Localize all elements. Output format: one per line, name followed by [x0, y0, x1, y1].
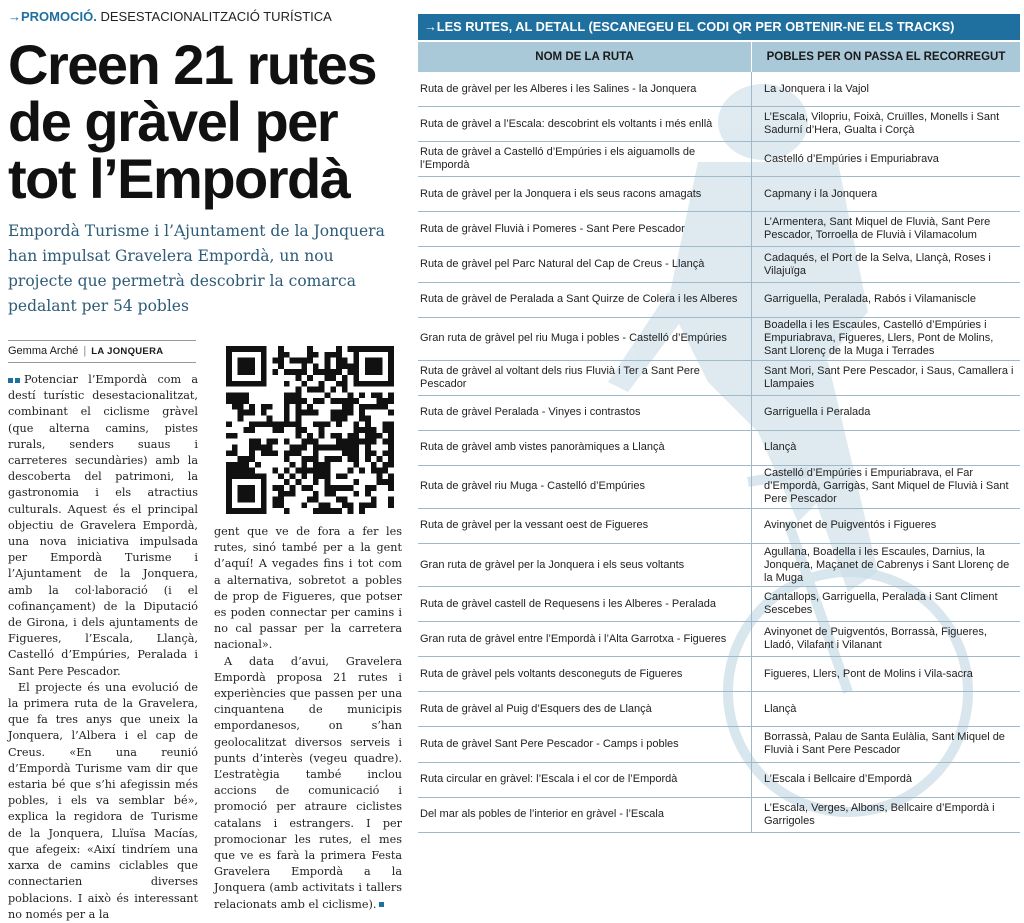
routes-table [418, 14, 1020, 856]
table-row [418, 361, 1020, 396]
route-name-cell: Gran ruta de gràvel pel riu Muga i pobles - Castelló d’Empúries [418, 318, 752, 360]
table-row [418, 431, 1020, 466]
towns-cell: Agullana, Boadella i les Escaules, Darnius, la Jonquera, Maçanet de Cabrenys i Sant Llorenç de la Muga [764, 545, 1010, 584]
route-name-cell: Ruta de gràvel a l’Escala: descobrint els voltants i més enllà [418, 107, 752, 141]
route-name-cell: Ruta de gràvel per la vessant oest de Figueres [418, 509, 752, 543]
table-row [418, 283, 1020, 318]
towns-cell: Llançà [764, 441, 797, 454]
article [8, 8, 402, 921]
table-row [418, 466, 1020, 509]
towns-cell: L’Escala i Bellcaire d’Empordà [764, 773, 912, 786]
table-row [418, 544, 1020, 587]
table-row [418, 657, 1020, 692]
route-name-cell: Ruta de gràvel amb vistes panoràmiques a Llançà [418, 431, 752, 465]
towns-cell: Sant Mori, Sant Pere Pescador, i Saus, Camallera i Llampaies [764, 364, 1014, 390]
body-paragraph-4-text: A data d’avui, Gravelera Empordà proposa 21 rutes i experiències que passen per una cinquantena de municipis empordanesos, on s’han geolocalitzat diversos serveis i punts d’interès (vegeu quadre). L’estratègia també inclou accions de comunicació i promoció per atraure ciclistes catalans i estrangers. I per promocionar les rutes, el mes que ve es farà la primera Festa Gravelera Empordà a la Jonquera (amb activitats i tallers relacionats amb el ciclisme). [214, 654, 402, 911]
body-column-1 [8, 372, 198, 923]
table-row [418, 142, 1020, 177]
byline [8, 340, 196, 363]
route-name-cell: Ruta de gràvel de Peralada a Sant Quirze de Colera i les Alberes [418, 283, 752, 317]
route-name-cell: Gran ruta de gràvel entre l’Empordà i l’Alta Garrotxa - Figueres [418, 622, 752, 656]
table-row [418, 727, 1020, 762]
route-name-cell: Ruta de gràvel Fluvià i Pomeres - Sant Pere Pescador [418, 212, 752, 246]
table-row [418, 396, 1020, 431]
headline [8, 33, 400, 210]
header-route-name: NOM DE LA RUTA [418, 42, 752, 72]
route-name-cell: Ruta de gràvel al Puig d’Esquers des de Llançà [418, 692, 752, 726]
towns-cell: Cantallops, Garriguella, Peralada i Sant Climent Sescebes [764, 591, 998, 617]
body-paragraph-2: El projecte és una evolució de la primera ruta de la Gravelera, que fa tres anys que uneix la Jonquera, l’Albera i el cap de Creus. «En una reunió d’Empordà Turisme vam dir que estaria bé que s’hi afegissin més pobles, i els va semblar bé», explica la regidora de Turisme de la Jonquera, Lluïsa Macías, que afegeix: «Així tindríem una xarxa de camins ciclables que connectarien diverses poblacions. I això és interessant no només per a la [8, 680, 198, 921]
table-row [418, 107, 1020, 142]
end-mark-icon [379, 902, 384, 907]
header-towns: POBLES PER ON PASSA EL RECORREGUT [766, 51, 1006, 63]
bullet-square-icon [8, 378, 13, 383]
towns-cell: Garriguella i Peralada [764, 406, 871, 419]
body-paragraph-1-text: Potenciar l’Empordà com a destí turístic desestacionalitzat, combinant el ciclisme gràvel (que alterna camins, pistes rurals, senders suaus i carreteres secundàries) amb la descoberta del patrimoni, la gastronomia i els atractius culturals. Aquest és el principal objectiu de Gravelera Empordà, una nova iniciativa impulsada per Empordà Turisme i l’Ajuntament de la Jonquera, amb la col·laboració (i el cofinançament) de la Diputació de Girona, i dels ajuntaments de Figueres, l’Escala, Llançà, Castelló d’Empúries, Peralada i Sant Pere Pescador. [8, 373, 198, 678]
route-name-cell: Ruta de gràvel pels voltants desconeguts de Figueres [418, 657, 752, 691]
table-row [418, 212, 1020, 247]
towns-cell: L’Escala, Verges, Albons, Bellcaire d’Empordà i Garrigoles [764, 801, 995, 827]
table-row [418, 622, 1020, 657]
headline-line-2: de gràvel per [8, 90, 338, 153]
towns-cell: Castelló d’Empúries i Empuriabrava, el Far d’Empordà, Garrigàs, Sant Miquel de Fluvià i Sant Pere Pescador [764, 467, 1009, 506]
route-name-cell: Ruta circular en gràvel: l’Escala i el cor de l’Empordà [418, 763, 752, 797]
body-paragraph-1 [8, 372, 198, 680]
table-row [418, 72, 1020, 107]
table-row [418, 247, 1020, 282]
arrow-icon: → [8, 9, 21, 24]
body-paragraph-4 [214, 654, 402, 913]
table-row [418, 587, 1020, 622]
table-row [418, 509, 1020, 544]
towns-cell: Boadella i les Escaules, Castelló d’Empúries i Empuriabrava, Figueres, Llers, Pont de Molins, Sant Llorenç de la Muga i Terrades [764, 319, 994, 358]
route-name-cell: Ruta de gràvel pel Parc Natural del Cap de Creus - Llançà [418, 247, 752, 281]
author: Gemma Arché [8, 345, 79, 357]
bullet-square-icon [15, 378, 20, 383]
table-row [418, 318, 1020, 361]
towns-cell: Avinyonet de Puigventós, Borrassà, Figueres, Lladó, Vilafant i Vilanant [764, 626, 987, 652]
towns-cell: Avinyonet de Puigventós i Figueres [764, 519, 937, 532]
towns-cell: Cadaqués, el Port de la Selva, Llançà, Roses i Vilajuïga [764, 251, 991, 277]
route-name-cell: Ruta de gràvel al voltant dels rius Fluvià i Ter a Sant Pere Pescador [418, 361, 752, 395]
route-name-cell: Ruta de gràvel castell de Requesens i les Alberes - Peralada [418, 587, 752, 621]
route-name-cell: Ruta de gràvel per les Alberes i les Salines - la Jonquera [418, 72, 752, 106]
dateline: LA JONQUERA [91, 346, 164, 357]
towns-cell: Garriguella, Peralada, Rabós i Vilamaniscle [764, 293, 976, 306]
towns-cell: L’Escala, Vilopriu, Foixà, Cruïlles, Monells i Sant Sadurní d’Hera, Gualta i Corçà [764, 111, 1000, 137]
towns-cell: Figueres, Llers, Pont de Molins i Vila-sacra [764, 667, 973, 680]
table-row [418, 692, 1020, 727]
route-name-cell: Gran ruta de gràvel per la Jonquera i els seus voltants [418, 544, 752, 586]
towns-cell: L’Armentera, Sant Miquel de Fluvià, Sant Pere Pescador, Torroella de Fluvià i Vilamacolum [764, 216, 991, 242]
towns-cell: Castelló d’Empúries i Empuriabrava [764, 152, 939, 165]
table-row [418, 798, 1020, 833]
kicker-section: PROMOCIÓ. [21, 9, 97, 24]
headline-line-3: tot l’Empordà [8, 147, 350, 210]
towns-cell: Borrassà, Palau de Santa Eulàlia, Sant Miquel de Fluvià i Sant Pere Pescador [764, 731, 1005, 757]
route-name-cell: Del mar als pobles de l’interior en gràvel - l’Escala [418, 798, 752, 832]
route-name-cell: Ruta de gràvel riu Muga - Castelló d’Empúries [418, 466, 752, 508]
towns-cell: La Jonquera i la Vajol [764, 82, 869, 95]
headline-line-1: Creen 21 rutes [8, 33, 377, 96]
byline-separator: | [83, 345, 87, 357]
towns-cell: Llançà [764, 702, 797, 715]
body-paragraph-3: gent que ve de fora a fer les rutes, sinó també per a la gent d’aquí! A vegades fins i tot com a alternativa, sobretot a pobles de prop de Figueres, que potser es poden connectar per camins i no cal passar per la carretera nacional». [214, 525, 402, 652]
table-row [418, 177, 1020, 212]
kicker-topic: DESESTACIONALITZACIÓ TURÍSTICA [100, 9, 332, 24]
table-title: →LES RUTES, AL DETALL (ESCANEGEU EL CODI QR PER OBTENIR-NE ELS TRACKS) [418, 14, 1020, 40]
route-name-cell: Ruta de gràvel Sant Pere Pescador - Camps i pobles [418, 727, 752, 761]
lead-paragraph: Empordà Turisme i l’Ajuntament de la Jonquera han impulsat Gravelera Empordà, un nou projecte que permetrà descobrir la comarca pedalant per 54 pobles [8, 222, 385, 315]
table-body [418, 72, 1020, 833]
route-name-cell: Ruta de gràvel a Castelló d’Empúries i els aiguamolls de l’Empordà [418, 142, 752, 176]
table-row [418, 763, 1020, 798]
qr-code-icon[interactable] [226, 346, 394, 514]
route-name-cell: Ruta de gràvel Peralada - Vinyes i contrastos [418, 396, 752, 430]
route-name-cell: Ruta de gràvel per la Jonquera i els seus racons amagats [418, 177, 752, 211]
body-column-2 [214, 524, 402, 913]
towns-cell: Capmany i la Jonquera [764, 187, 878, 200]
kicker [8, 8, 400, 26]
